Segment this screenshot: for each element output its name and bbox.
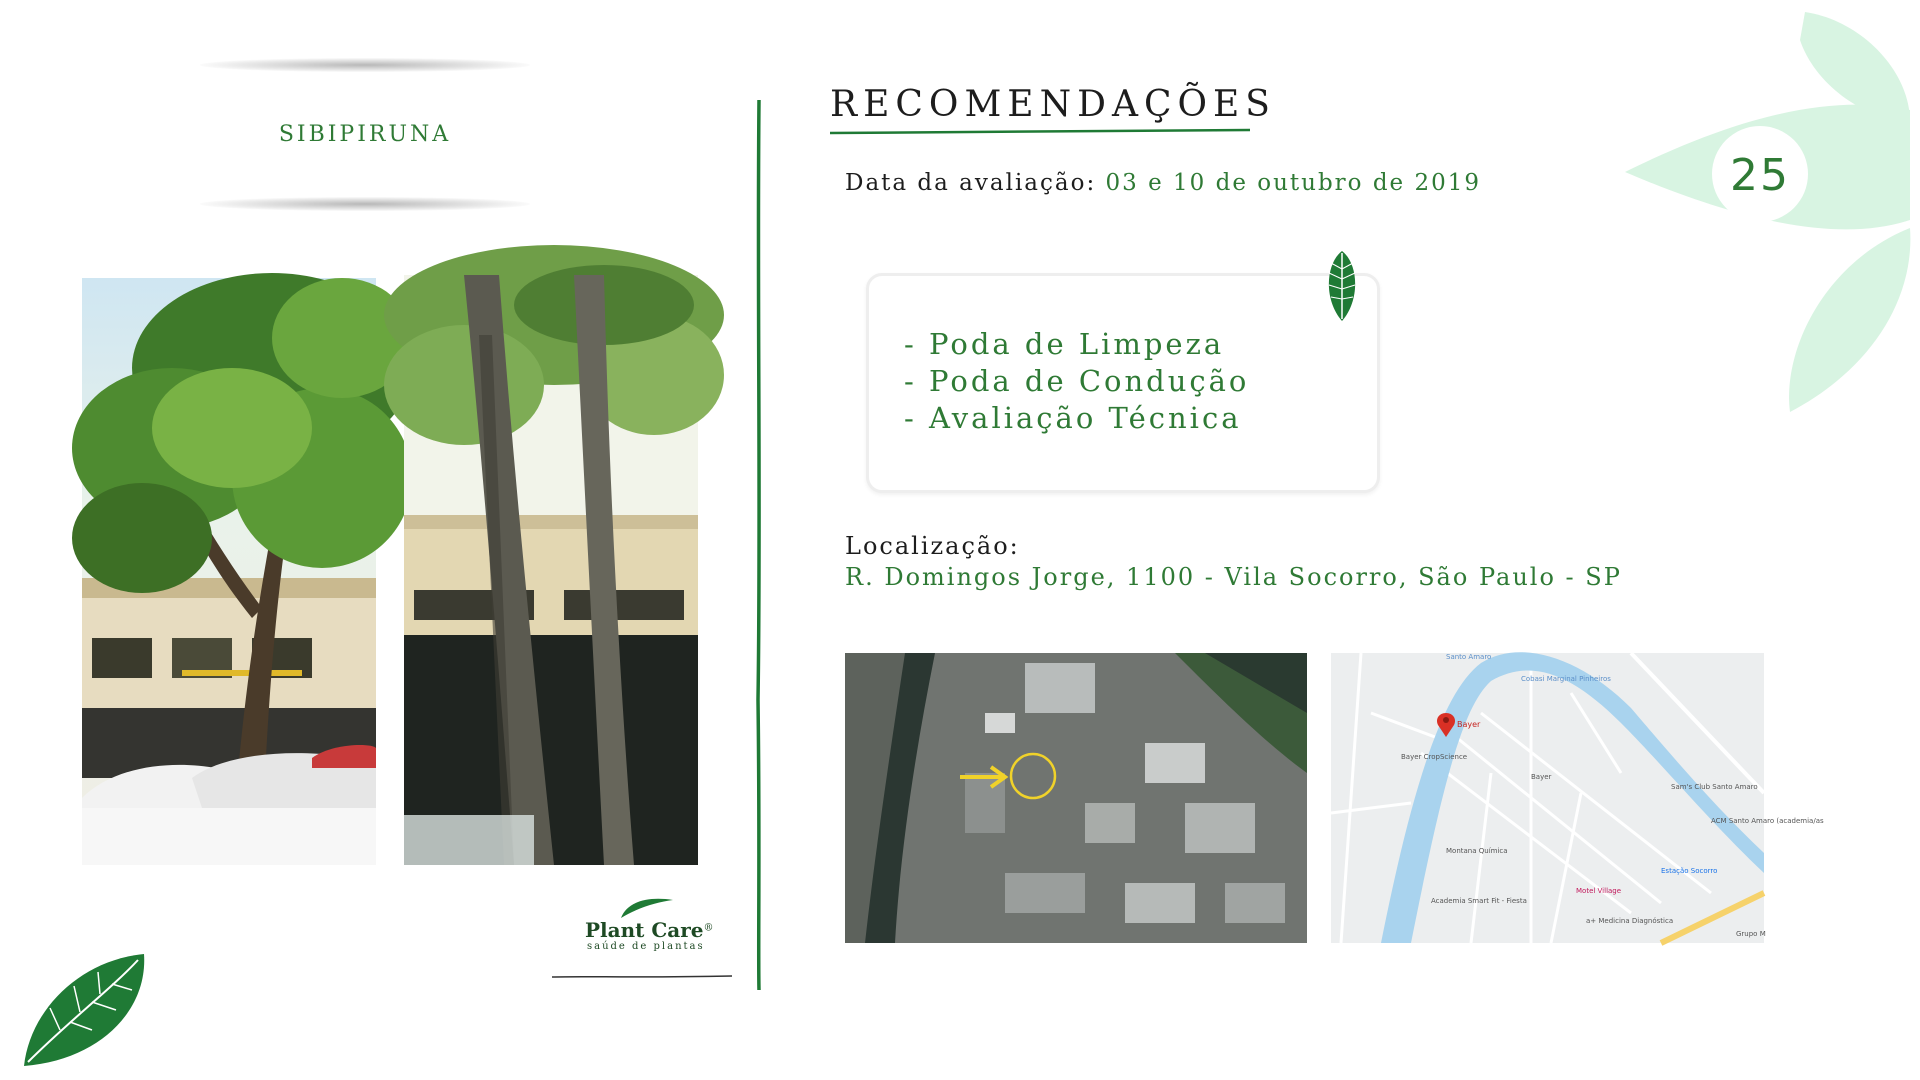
map-label: ACM Santo Amaro (academia/as	[1711, 817, 1824, 825]
map-label: Estação Socorro	[1661, 867, 1718, 875]
plant-care-logo	[585, 896, 716, 956]
leaf-icon	[1323, 249, 1361, 323]
recommendation-item: - Poda de Limpeza	[904, 327, 1225, 361]
logo-leaf-icon	[617, 896, 677, 920]
title-shadow-top	[200, 58, 530, 72]
map-label: Montana Química	[1446, 847, 1508, 855]
map-label: Bayer	[1531, 773, 1552, 781]
page-number: 25	[1730, 150, 1790, 201]
evaluation-date-label: Data da avaliação:	[845, 170, 1097, 196]
heading-underline	[830, 128, 1250, 136]
map-label: Motel Village	[1576, 887, 1622, 895]
section-heading: RECOMENDAÇÕES	[830, 84, 1276, 125]
map-label: Grupo M	[1736, 930, 1766, 938]
decorative-leaves-cluster	[1610, 0, 1920, 420]
logo-name: Plant Care	[585, 918, 704, 942]
map-label: a+ Medicina Diagnóstica	[1586, 917, 1674, 925]
species-title: SIBIPIRUNA	[278, 122, 452, 147]
logo-registered: ®	[703, 922, 716, 934]
recommendation-item: - Poda de Condução	[904, 364, 1250, 398]
map-label: Santo Amaro	[1446, 653, 1492, 661]
map-label: Sam's Club Santo Amaro	[1671, 783, 1758, 791]
tree-photo-right	[404, 275, 698, 865]
logo-underline	[552, 974, 732, 980]
tree-photo-left	[82, 278, 376, 865]
evaluation-date-value: 03 e 10 de outubro de 2019	[1105, 170, 1482, 196]
street-map	[1331, 653, 1824, 943]
location-address: R. Domingos Jorge, 1100 - Vila Socorro, São Paulo - SP	[845, 563, 1622, 591]
location-label: Localização:	[845, 532, 1020, 560]
map-label: Academia Smart Fit - Fiesta	[1431, 897, 1527, 905]
map-label: Bayer	[1457, 720, 1481, 729]
recommendations-list	[904, 326, 1249, 437]
evaluation-date	[845, 170, 1481, 196]
recommendation-item: - Avaliação Técnica	[904, 401, 1242, 435]
map-label: Bayer CropScience	[1401, 753, 1468, 761]
logo-tagline: saúde de plantas	[587, 941, 705, 952]
satellite-map	[845, 653, 1307, 943]
title-shadow-bottom	[200, 197, 530, 211]
vertical-divider	[756, 100, 762, 990]
leaf-large-icon	[20, 950, 150, 1070]
map-label: Cobasi Marginal Pinheiros	[1521, 675, 1611, 683]
